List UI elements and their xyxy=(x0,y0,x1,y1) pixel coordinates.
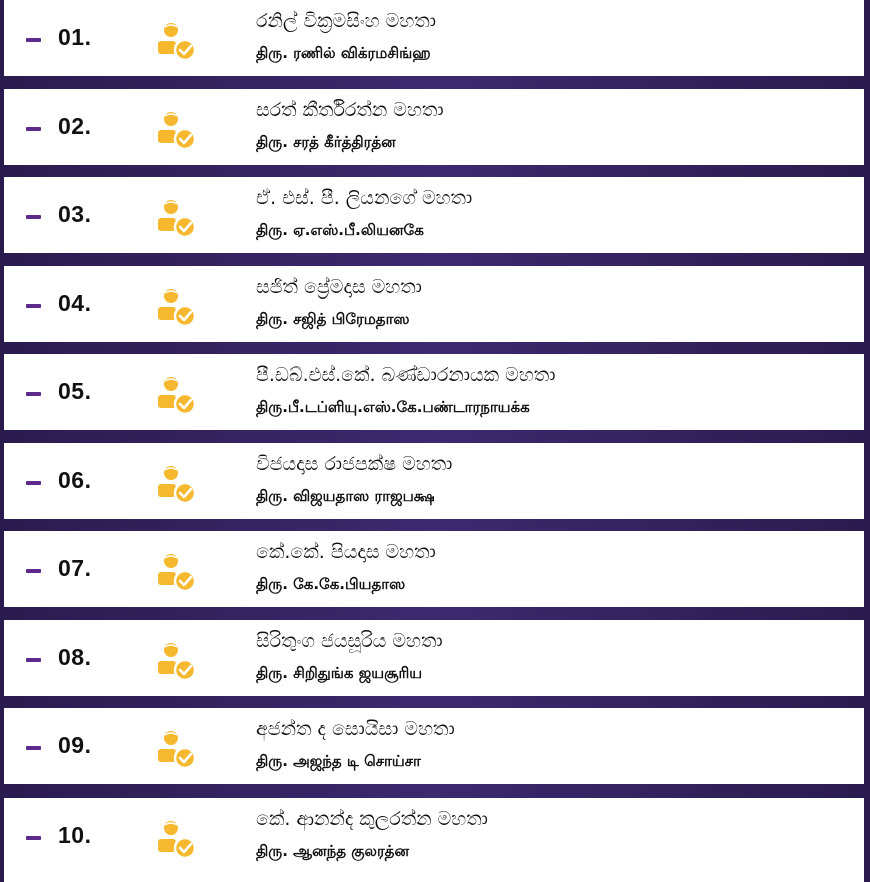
list-item xyxy=(4,620,864,696)
list-item xyxy=(4,708,864,784)
name-sinhala: කේ.කේ. පියදාස මහතා xyxy=(256,541,436,563)
user-check-icon xyxy=(154,197,198,241)
item-number: 06. xyxy=(58,467,92,493)
bullet-dash xyxy=(26,481,41,485)
user-check-icon xyxy=(154,463,198,507)
list-item xyxy=(4,0,864,76)
list-item xyxy=(4,89,864,165)
name-tamil: திரு.பீ.டப்ளியு.எஸ்.கே.பண்டாரநாயக்க xyxy=(256,398,530,416)
name-sinhala: කේ. ආනන්ද කුලරත්න මහතා xyxy=(256,808,488,830)
item-number: 09. xyxy=(58,732,92,758)
bullet-dash xyxy=(26,658,41,662)
name-sinhala: විජයදාස රාජපක්ෂ මහතා xyxy=(256,453,453,475)
list-item xyxy=(4,354,864,430)
item-number: 10. xyxy=(58,822,92,848)
bullet-dash xyxy=(26,38,41,42)
name-tamil: திரு. அஜந்த டி சொய்சா xyxy=(256,752,421,770)
bullet-dash xyxy=(26,392,41,396)
name-tamil: திரு. ரணில் விக்ரமசிங்ஹ xyxy=(256,44,431,62)
user-check-icon xyxy=(154,286,198,330)
list-item xyxy=(4,798,864,882)
name-sinhala: රනිල් වික්‍රමසිංහ මහතා xyxy=(256,10,436,32)
item-number: 02. xyxy=(58,113,92,139)
name-sinhala: පී.ඩබ්.එස්.කේ. බණ්ඩාරනායක මහතා xyxy=(256,364,556,386)
item-number: 04. xyxy=(58,290,92,316)
user-check-icon xyxy=(154,818,198,862)
name-sinhala: සරත් කීර්තිරත්න මහතා xyxy=(256,99,444,121)
bullet-dash xyxy=(26,304,41,308)
name-tamil: திரு. ஏ.எஸ்.பீ.லியனகே xyxy=(256,221,424,239)
name-tamil: திரு. விஜயதாஸ ராஜபக்ஷ xyxy=(256,487,435,505)
bullet-dash xyxy=(26,746,41,750)
name-tamil: திரு. சரத் கீர்த்திரத்ன xyxy=(256,133,396,151)
name-sinhala: සජිත් ප්‍රේමදාස මහතා xyxy=(256,276,422,298)
item-number: 05. xyxy=(58,378,92,404)
list-item xyxy=(4,266,864,342)
bullet-dash xyxy=(26,215,41,219)
user-check-icon xyxy=(154,728,198,772)
item-number: 03. xyxy=(58,201,92,227)
bullet-dash xyxy=(26,569,41,573)
name-tamil: திரு. சிறிதுங்க ஜயசூரிய xyxy=(256,664,423,682)
list-item xyxy=(4,177,864,253)
bullet-dash xyxy=(26,836,41,840)
name-sinhala: ඒ. එස්. පී. ලියනගේ මහතා xyxy=(256,187,473,209)
item-number: 01. xyxy=(58,24,92,50)
name-tamil: திரு. சஜித் பிரேமதாஸ xyxy=(256,310,410,328)
user-check-icon xyxy=(154,551,198,595)
user-check-icon xyxy=(154,20,198,64)
bullet-dash xyxy=(26,127,41,131)
list-item xyxy=(4,443,864,519)
name-sinhala: අජන්ත ද සොයිසා මහතා xyxy=(256,718,455,740)
list-item xyxy=(4,531,864,607)
name-tamil: திரு. ஆனந்த குலரத்ன xyxy=(256,842,410,860)
user-check-icon xyxy=(154,109,198,153)
name-sinhala: සිරිතුංග ජයසූරිය මහතා xyxy=(256,630,443,652)
item-number: 08. xyxy=(58,644,92,670)
item-number: 07. xyxy=(58,555,92,581)
user-check-icon xyxy=(154,374,198,418)
name-tamil: திரு. கே.கே.பியதாஸ xyxy=(256,575,406,593)
user-check-icon xyxy=(154,640,198,684)
